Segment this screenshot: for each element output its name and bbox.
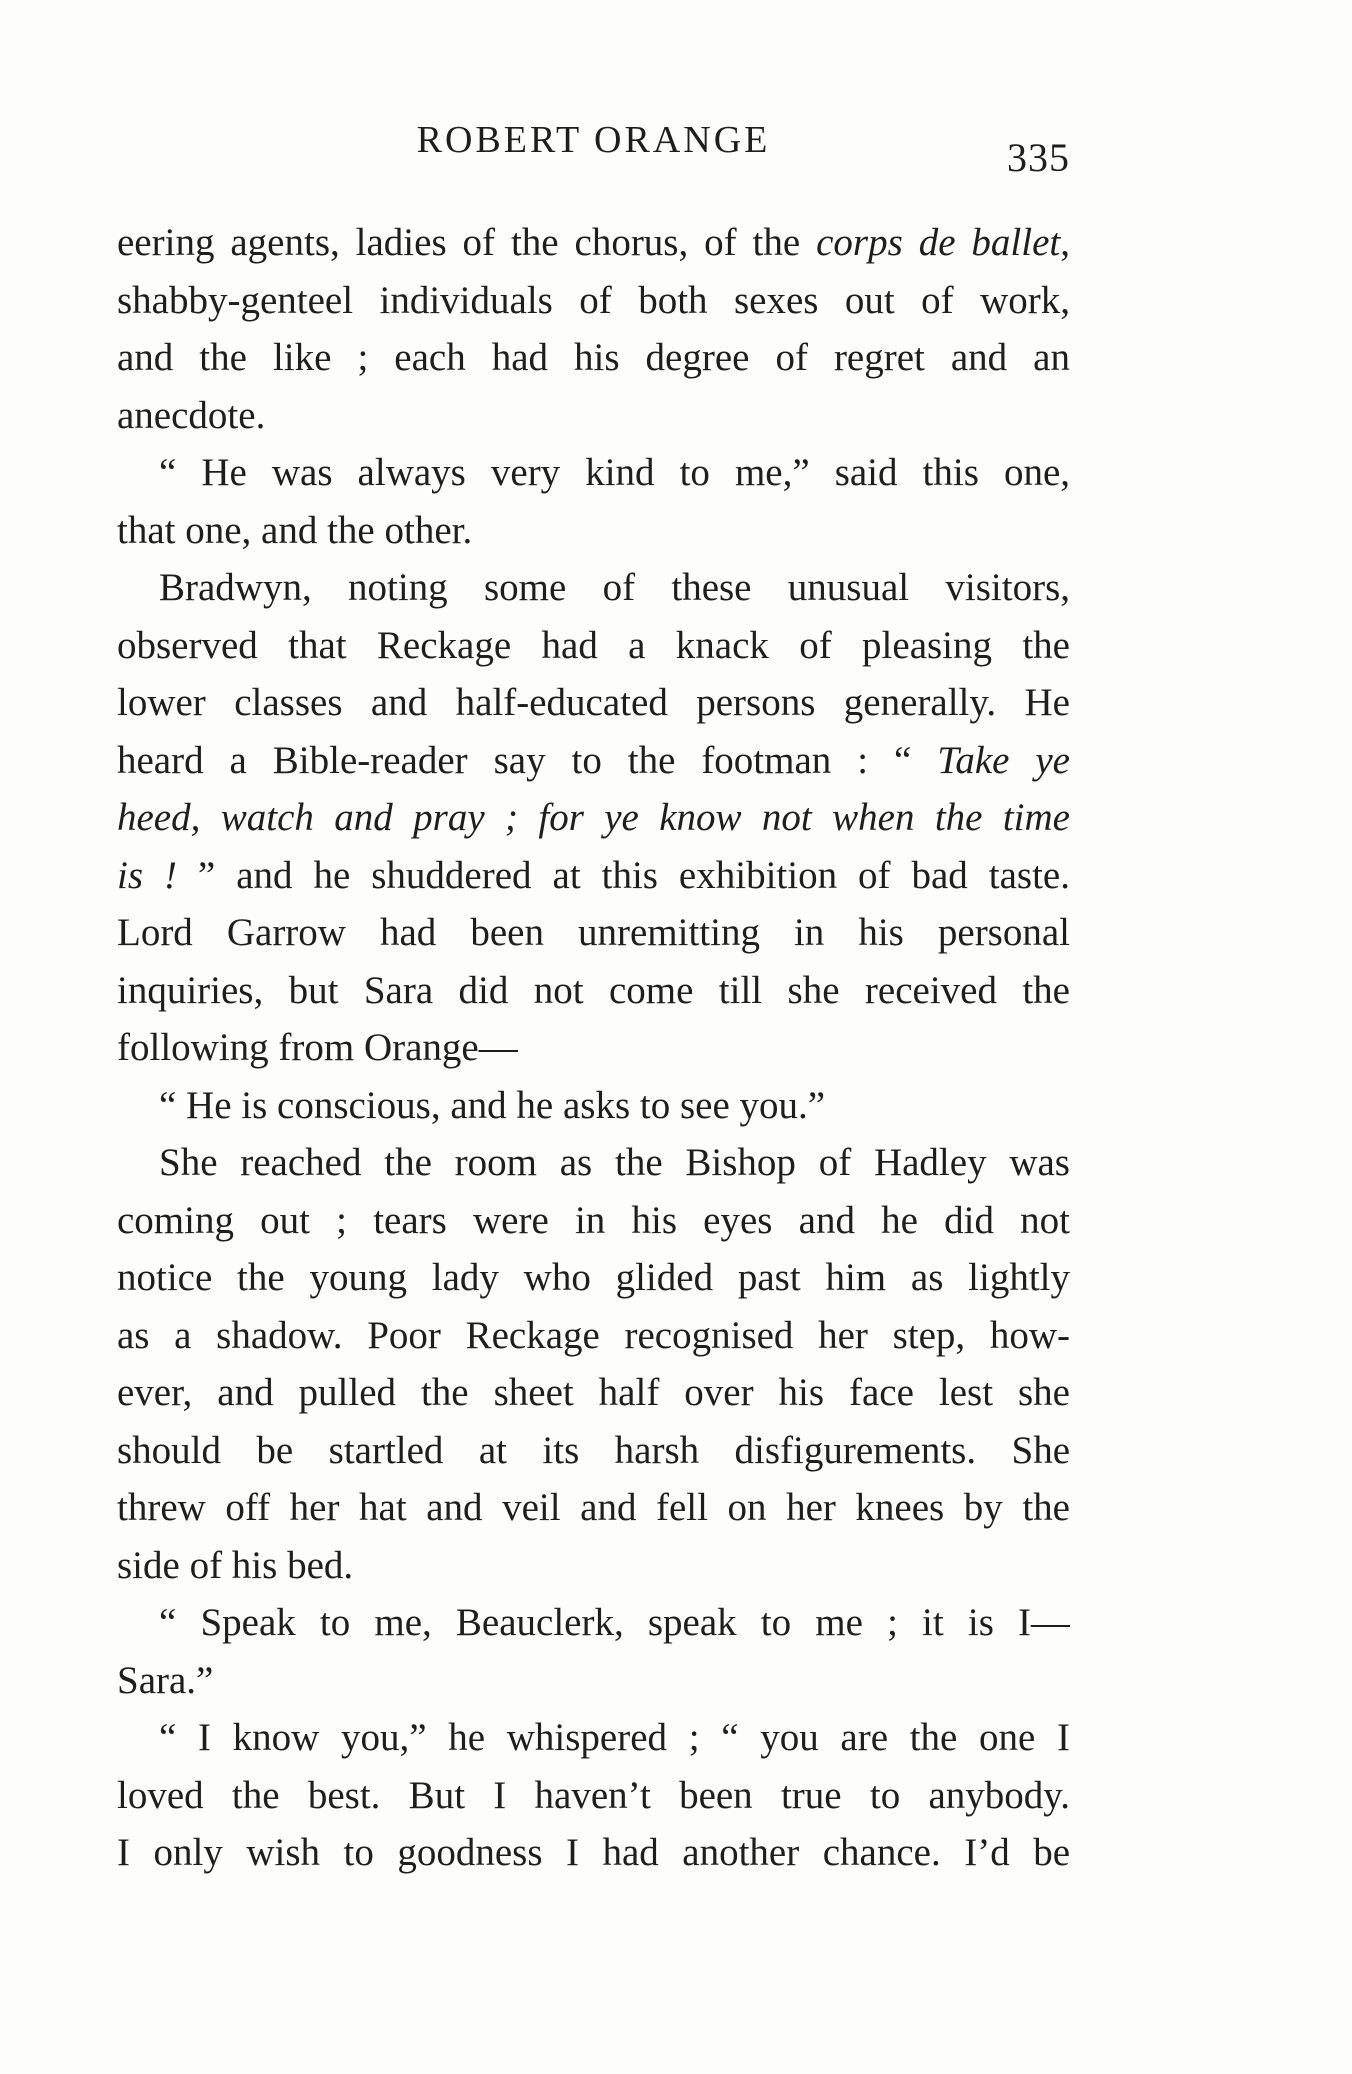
text-line: Sara.” <box>117 1658 214 1702</box>
text-line: heed, watch and pray ; for ye know not when the time <box>117 796 1070 839</box>
text-line: “ He is conscious, and he asks to see you.” <box>159 1083 826 1127</box>
text-line: inquiries, but Sara did not come till she received the <box>117 968 1070 1012</box>
text-line: eering agents, ladies of the chorus, of the corps de ballet, <box>117 221 1070 264</box>
text-line: that one, and the other. <box>117 508 473 552</box>
text-line: heard a Bible-reader say to the footman : “ Take ye <box>117 738 1070 782</box>
text-line: lower classes and half-educated persons generally. He <box>117 681 1070 724</box>
text-line: observed that Reckage had a knack of pleasing the <box>117 623 1070 667</box>
text-line: “ He was always very kind to me,” said this one, <box>159 451 1070 494</box>
text-line: should be startled at its harsh disfigurements. She <box>117 1428 1070 1472</box>
text-line: and the like ; each had his degree of regret and an <box>117 336 1070 379</box>
text-line: anecdote. <box>117 393 266 437</box>
text-line: “ Speak to me, Beauclerk, speak to me ; it is I— <box>159 1601 1070 1644</box>
text-line: is ! ” and he shuddered at this exhibition of bad taste. <box>117 853 1070 897</box>
text-line: Lord Garrow had been unremitting in his personal <box>117 911 1070 954</box>
running-title: ROBERT ORANGE <box>416 119 771 161</box>
text-line: I only wish to goodness I had another chance. I’d be <box>117 1831 1070 1874</box>
text-line: She reached the room as the Bishop of Hadley was <box>159 1141 1070 1184</box>
page-number: 335 <box>1007 135 1070 180</box>
text-line: following from Orange— <box>117 1026 518 1069</box>
text-line: notice the young lady who glided past him as lightly <box>117 1256 1070 1299</box>
text-line: loved the best. But I haven’t been true to anybody. <box>117 1773 1070 1817</box>
page-header <box>117 118 1070 178</box>
text-line: coming out ; tears were in his eyes and he did not <box>117 1198 1070 1242</box>
body-text <box>117 214 1070 1882</box>
text-line: “ I know you,” he whispered ; “ you are the one I <box>159 1716 1070 1759</box>
text-line: threw off her hat and veil and fell on her knees by the <box>117 1486 1070 1529</box>
text-line: ever, and pulled the sheet half over his face lest she <box>117 1371 1070 1414</box>
text-line: Bradwyn, noting some of these unusual visitors, <box>159 566 1070 609</box>
text-line: as a shadow. Poor Reckage recognised her step, how- <box>117 1313 1070 1357</box>
text-line: shabby-genteel individuals of both sexes out of work, <box>117 278 1070 322</box>
text-line: side of his bed. <box>117 1543 354 1587</box>
